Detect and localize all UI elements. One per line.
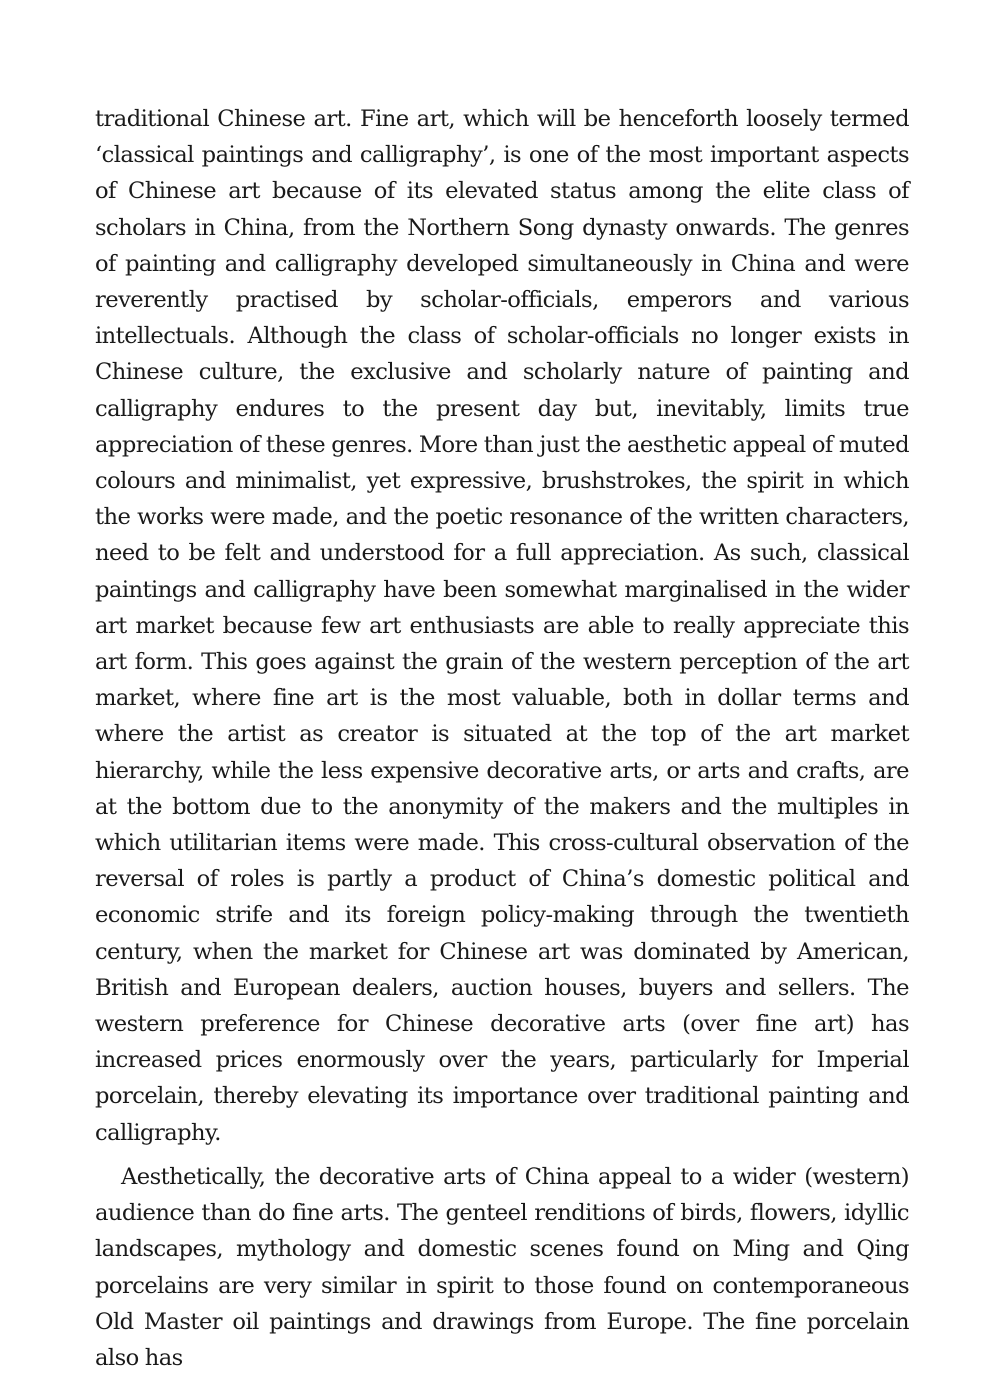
page-body: [95, 101, 909, 1376]
paragraph-fine-art: traditional Chinese art. Fine art, which will be henceforth loosely termed ‘classical paintings and calligraphy’, is one of the most important aspects of Chinese art because of its elevated status among the elite class of scholars in China, from the Northern Song dynasty onwards. The genres of painting and calligraphy developed simultaneously in China and were reverently practised by scholar-officials, emperors and various intellectuals. Although the class of scholar-officials no longer exists in Chinese culture, the exclusive and scholarly nature of painting and calligraphy endures to the present day but, inevitably, limits true appreciation of these genres. More than just the aesthetic appeal of muted colours and minimalist, yet expressive, brushstrokes, the spirit in which the works were made, and the poetic resonance of the written characters, need to be felt and understood for a full appreciation. As such, classical paintings and calligraphy have been somewhat marginalised in the wider art market because few art enthusiasts are able to really appreciate this art form. This goes against the grain of the western perception of the art market, where fine art is the most valuable, both in dollar terms and where the artist as creator is situated at the top of the art market hierarchy, while the less expensive decorative arts, or arts and crafts, are at the bottom due to the anonymity of the makers and the multiples in which utilitarian items were made. This cross-cultural observation of the reversal of roles is partly a product of China’s domestic political and economic strife and its foreign policy-making through the twentieth century, when the market for Chinese art was dominated by American, British and European dealers, auction houses, buyers and sellers. The western preference for Chinese decorative arts (over fine art) has increased prices enormously over the years, particularly for Imperial porcelain, thereby elevating its importance over traditional painting and calligraphy.: [95, 106, 909, 1146]
paragraph-aesthetics: Aesthetically, the decorative arts of China appeal to a wider (western) audience than do fine arts. The genteel renditions of birds, flowers, idyllic landscapes, mythology and domestic scenes found on Ming and Qing porcelains are very similar in spirit to those found on contemporaneous Old Master oil paintings and drawings from Europe. The fine porcelain also has: [95, 1163, 909, 1371]
